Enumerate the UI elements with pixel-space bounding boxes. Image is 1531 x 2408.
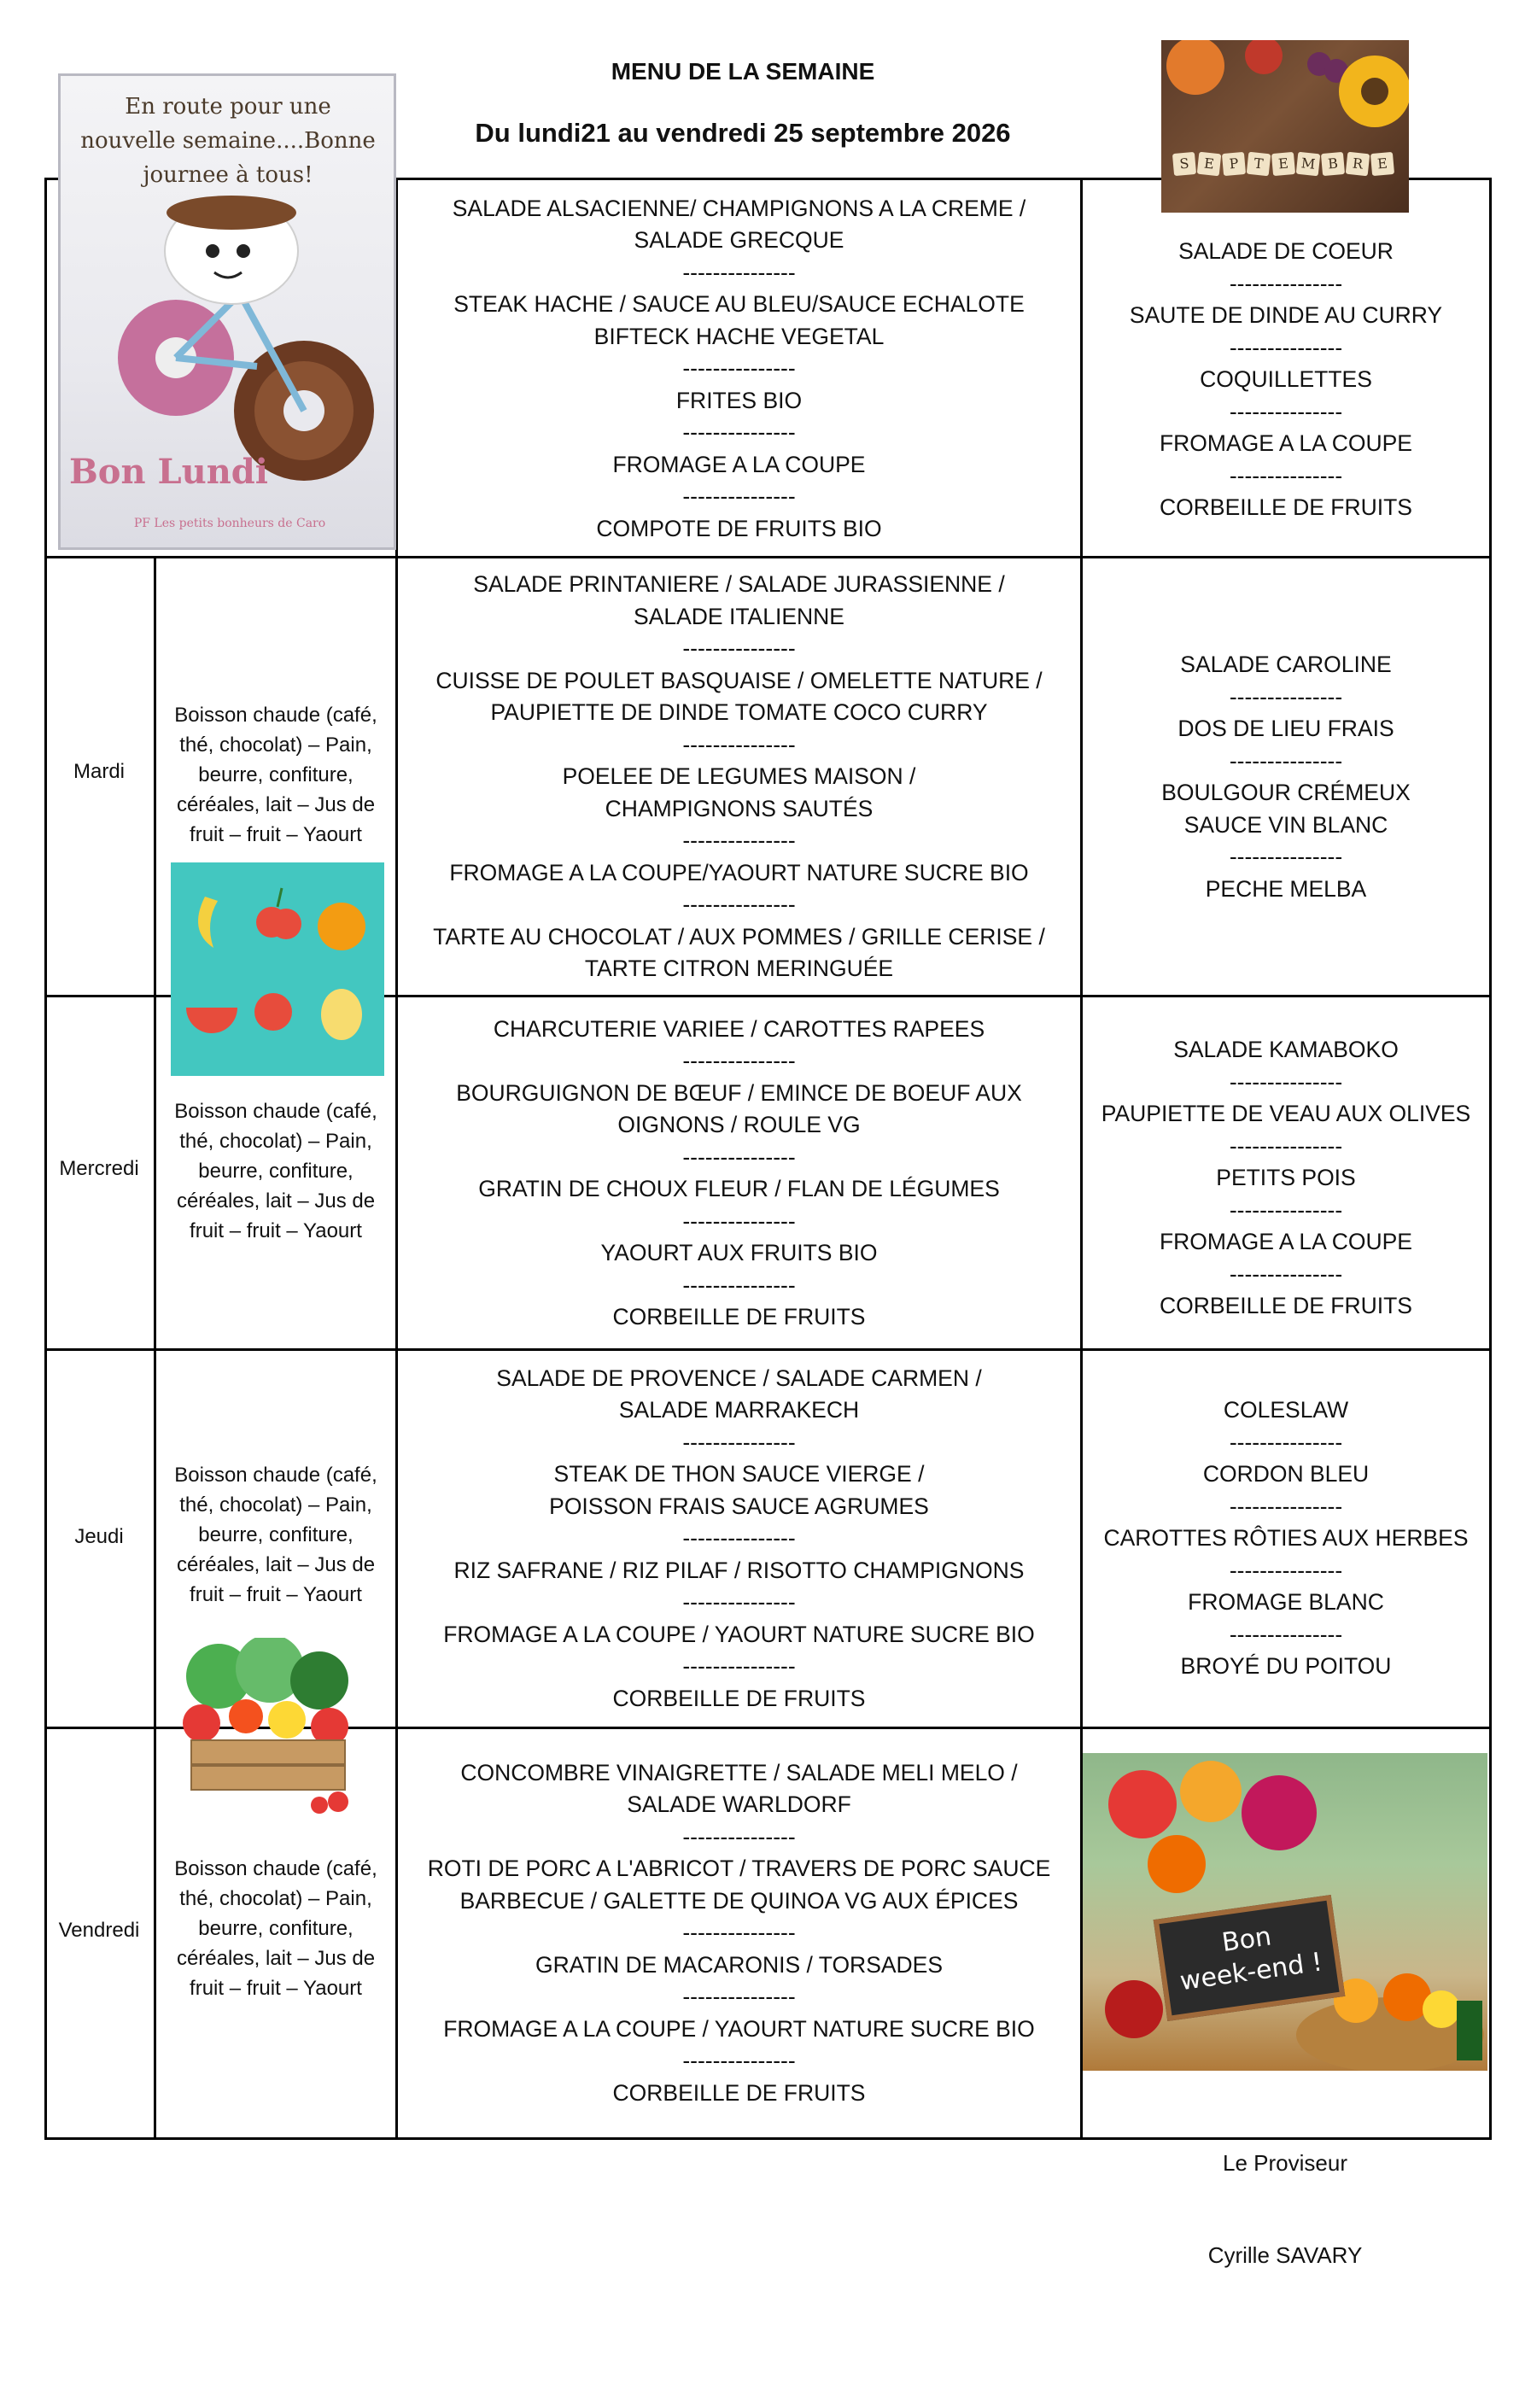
menu-line: PAUPIETTE DE DINDE TOMATE COCO CURRY bbox=[490, 699, 988, 726]
menu-line: FROMAGE A LA COUPE / YAOURT NATURE SUCRE BIO bbox=[443, 1621, 1035, 1647]
menu-line: GRATIN DE MACARONIS / TORSADES bbox=[535, 1951, 944, 1978]
course-separator: --------------- bbox=[682, 1984, 796, 2010]
september-letters bbox=[1173, 153, 1394, 175]
menu-line: FROMAGE BLANC bbox=[1188, 1589, 1384, 1616]
course-separator: --------------- bbox=[682, 635, 796, 662]
menu-line: beurre, confiture, bbox=[198, 1917, 354, 1940]
menu-line: CORBEILLE DE FRUITS bbox=[1160, 1293, 1412, 1319]
menu-line: Boisson chaude (café, bbox=[174, 704, 377, 727]
course-separator: --------------- bbox=[1229, 1132, 1343, 1159]
menu-line: SALADE ITALIENNE bbox=[634, 603, 844, 629]
letter-tile: E bbox=[1271, 152, 1295, 176]
menu-line: COLESLAW bbox=[1223, 1397, 1349, 1423]
lunch-cell bbox=[398, 1353, 1080, 1725]
menu-line: céréales, lait – Jus de bbox=[176, 1553, 376, 1576]
menu-line: CORBEILLE DE FRUITS bbox=[1160, 494, 1412, 521]
course-separator: --------------- bbox=[682, 419, 796, 446]
col-border bbox=[154, 556, 156, 2140]
menu-line: GRATIN DE CHOUX FLEUR / FLAN DE LÉGUMES bbox=[478, 1176, 1000, 1201]
course-separator: --------------- bbox=[682, 1429, 796, 1455]
menu-line: Boisson chaude (café, bbox=[174, 1464, 377, 1487]
menu-line: SAUCE VIN BLANC bbox=[1183, 811, 1388, 838]
letter-tile: E bbox=[1370, 152, 1394, 176]
course-separator: --------------- bbox=[1229, 1557, 1343, 1583]
letter-tile: E bbox=[1197, 152, 1222, 177]
september-image bbox=[1161, 40, 1409, 213]
menu-line: RIZ SAFRANE / RIZ PILAF / RISOTTO CHAMPIGNONS bbox=[453, 1557, 1025, 1583]
menu-line: PECHE MELBA bbox=[1205, 875, 1367, 902]
menu-line: CORBEILLE DE FRUITS bbox=[612, 1685, 866, 1711]
course-separator: --------------- bbox=[682, 2048, 796, 2074]
course-separator: --------------- bbox=[682, 1525, 796, 1552]
breakfast-cell bbox=[161, 1854, 391, 2003]
day-label: Mercredi bbox=[59, 1157, 139, 1180]
letter-tile: T bbox=[1247, 152, 1271, 177]
day-label: Vendredi bbox=[58, 1919, 140, 1942]
course-separator: --------------- bbox=[1229, 398, 1343, 424]
course-separator: --------------- bbox=[1229, 462, 1343, 488]
menu-line: CORBEILLE DE FRUITS bbox=[612, 2079, 866, 2106]
menu-line: PAUPIETTE DE VEAU AUX OLIVES bbox=[1101, 1101, 1471, 1127]
course-separator: --------------- bbox=[1229, 1196, 1343, 1223]
menu-line: beurre, confiture, bbox=[198, 1523, 354, 1546]
menu-line: FROMAGE A LA COUPE/YAOURT NATURE SUCRE BIO bbox=[449, 859, 1029, 885]
menu-line: SALADE MARRAKECH bbox=[618, 1397, 860, 1423]
menu-line: fruit – fruit – Yaourt bbox=[190, 1977, 362, 2000]
col-border-right bbox=[1489, 178, 1492, 2140]
menu-line: SAUTE DE DINDE AU CURRY bbox=[1129, 302, 1443, 329]
course-separator: --------------- bbox=[1229, 334, 1343, 360]
menu-line: BOULGOUR CRÉMEUX bbox=[1161, 780, 1411, 805]
letter-tile: R bbox=[1346, 152, 1370, 177]
vegetable-crate-image bbox=[167, 1638, 367, 1817]
menu-line: SALADE ALSACIENNE/ CHAMPIGNONS A LA CREME / bbox=[452, 195, 1026, 221]
course-separator: --------------- bbox=[682, 259, 796, 285]
course-separator: --------------- bbox=[682, 1920, 796, 1946]
menu-line: thé, chocolat) – Pain, bbox=[179, 1887, 372, 1910]
sign-line: week-end ! bbox=[1177, 1947, 1324, 1997]
menu-line: fruit – fruit – Yaourt bbox=[190, 1583, 362, 1606]
menu-line: SALADE DE COEUR bbox=[1178, 238, 1394, 265]
course-separator: --------------- bbox=[682, 827, 796, 854]
breakfast-cell bbox=[161, 1096, 391, 1246]
row-border-bottom bbox=[44, 2137, 1492, 2140]
menu-line: FROMAGE A LA COUPE bbox=[612, 451, 866, 477]
lunch-cell bbox=[398, 183, 1080, 555]
bon-weekend-image bbox=[1083, 1753, 1487, 2071]
menu-line: POISSON FRAIS SAUCE AGRUMES bbox=[549, 1493, 929, 1519]
letter-tile: S bbox=[1172, 152, 1196, 176]
course-separator: --------------- bbox=[682, 1048, 796, 1073]
menu-line: CAROTTES RÔTIES AUX HERBES bbox=[1103, 1525, 1469, 1552]
signature-name: Cyrille SAVARY bbox=[1207, 2242, 1363, 2268]
menu-line: CONCOMBRE VINAIGRETTE / SALADE MELI MELO / bbox=[460, 1759, 1018, 1786]
menu-line: beurre, confiture, bbox=[198, 763, 354, 786]
dinner-cell bbox=[1083, 560, 1489, 994]
monday-poster-image bbox=[58, 73, 396, 550]
course-separator: --------------- bbox=[682, 1271, 796, 1298]
fruit-characters-image bbox=[171, 862, 384, 1076]
menu-line: FROMAGE A LA COUPE bbox=[1159, 1229, 1412, 1255]
autumn-decor bbox=[1161, 40, 1409, 213]
menu-line: thé, chocolat) – Pain, bbox=[179, 1493, 372, 1517]
menu-line: FROMAGE A LA COUPE / YAOURT NATURE SUCRE BIO bbox=[443, 2015, 1035, 2042]
breakfast-cell bbox=[161, 700, 391, 850]
menu-line: ROTI DE PORC A L'ABRICOT / TRAVERS DE PORC SAUCE bbox=[427, 1856, 1051, 1882]
day-label: Jeudi bbox=[74, 1525, 124, 1548]
poster-caption: En route pour une nouvelle semaine....Bonne journee à tous! bbox=[80, 94, 376, 188]
menu-line: TARTE AU CHOCOLAT / AUX POMMES / GRILLE CERISE / bbox=[433, 923, 1045, 950]
menu-line: BROYÉ DU POITOU bbox=[1180, 1653, 1392, 1680]
menu-line: STEAK DE THON SAUCE VIERGE / bbox=[553, 1461, 925, 1487]
lunch-cell bbox=[398, 999, 1080, 1347]
course-separator: --------------- bbox=[682, 1653, 796, 1680]
menu-line: SALADE PRINTANIERE / SALADE JURASSIENNE / bbox=[473, 571, 1005, 598]
menu-line: FRITES BIO bbox=[675, 387, 803, 413]
menu-line: beurre, confiture, bbox=[198, 1160, 354, 1183]
course-separator: --------------- bbox=[682, 891, 796, 918]
menu-line: CHAMPIGNONS SAUTÉS bbox=[605, 795, 874, 821]
lunch-cell bbox=[398, 1747, 1080, 2119]
menu-line: OIGNONS / ROULE VG bbox=[617, 1112, 861, 1137]
menu-line: SALADE WARLDORF bbox=[627, 1791, 851, 1818]
menu-line: BARBECUE / GALETTE DE QUINOA VG AUX ÉPICES bbox=[459, 1887, 1019, 1914]
menu-line: BOURGUIGNON DE BŒUF / EMINCE DE BOEUF AUX bbox=[456, 1079, 1022, 1106]
menu-line: STEAK HACHE / SAUCE AU BLEU/SAUCE ECHALOTE bbox=[453, 291, 1025, 318]
course-separator: --------------- bbox=[682, 1589, 796, 1616]
menu-line: BIFTECK HACHE VEGETAL bbox=[593, 323, 885, 349]
menu-line: CORBEILLE DE FRUITS bbox=[612, 1304, 866, 1330]
course-separator: --------------- bbox=[1229, 270, 1343, 296]
menu-line: SALADE KAMABOKO bbox=[1173, 1037, 1399, 1063]
dinner-cell bbox=[1083, 1353, 1489, 1725]
menu-line: CORDON BLEU bbox=[1202, 1461, 1370, 1487]
course-separator: --------------- bbox=[682, 1143, 796, 1170]
menu-line: Boisson chaude (café, bbox=[174, 1857, 377, 1880]
sign-line: Bon bbox=[1219, 1921, 1274, 1959]
menu-line: TARTE CITRON MERINGUÉE bbox=[584, 956, 894, 982]
course-separator: --------------- bbox=[1229, 1260, 1343, 1287]
menu-line: SALADE DE PROVENCE / SALADE CARMEN / bbox=[496, 1365, 982, 1391]
menu-line: DOS DE LIEU FRAIS bbox=[1177, 716, 1394, 741]
letter-tile: M bbox=[1296, 152, 1321, 177]
lunch-cell bbox=[398, 560, 1080, 994]
letter-tile: P bbox=[1222, 152, 1246, 176]
menu-line: fruit – fruit – Yaourt bbox=[190, 823, 362, 846]
menu-line: céréales, lait – Jus de bbox=[176, 1189, 376, 1213]
course-separator: --------------- bbox=[1229, 683, 1343, 710]
menu-line: CUISSE DE POULET BASQUAISE / OMELETTE NATURE / bbox=[435, 667, 1043, 693]
menu-line: COMPOTE DE FRUITS BIO bbox=[596, 515, 882, 541]
course-separator: --------------- bbox=[1229, 844, 1343, 869]
menu-line: céréales, lait – Jus de bbox=[176, 1947, 376, 1970]
menu-line: fruit – fruit – Yaourt bbox=[190, 1219, 362, 1242]
course-separator: --------------- bbox=[682, 1823, 796, 1850]
course-separator: --------------- bbox=[1229, 1493, 1343, 1519]
poster-title: Bon Lundi bbox=[69, 452, 268, 492]
menu-line: céréales, lait – Jus de bbox=[176, 793, 376, 816]
dinner-cell bbox=[1083, 1004, 1489, 1353]
course-separator: --------------- bbox=[682, 483, 796, 510]
menu-line: SALADE CAROLINE bbox=[1180, 652, 1392, 677]
letter-tile: B bbox=[1321, 152, 1345, 176]
menu-line: PETITS POIS bbox=[1216, 1165, 1356, 1191]
course-separator: --------------- bbox=[682, 1207, 796, 1234]
row-border bbox=[44, 556, 1492, 558]
menu-line: YAOURT AUX FRUITS BIO bbox=[600, 1240, 878, 1265]
course-separator: --------------- bbox=[682, 355, 796, 382]
menu-line: COQUILLETTES bbox=[1200, 366, 1372, 393]
poster-credit: PF Les petits bonheurs de Caro bbox=[133, 517, 326, 530]
course-separator: --------------- bbox=[682, 731, 796, 757]
day-label: Mardi bbox=[73, 760, 125, 783]
dinner-cell bbox=[1083, 213, 1489, 546]
signature-role: Le Proviseur bbox=[1223, 2150, 1347, 2176]
page-subtitle: Du lundi21 au vendredi 25 septembre 2026 bbox=[475, 118, 1011, 148]
course-separator: --------------- bbox=[1229, 747, 1343, 774]
menu-line: FROMAGE A LA COUPE bbox=[1159, 430, 1412, 457]
course-separator: --------------- bbox=[1229, 1068, 1343, 1095]
menu-line: POELEE DE LEGUMES MAISON / bbox=[562, 763, 916, 790]
menu-line: thé, chocolat) – Pain, bbox=[179, 734, 372, 757]
menu-line: SALADE GRECQUE bbox=[634, 227, 844, 254]
course-separator: --------------- bbox=[1229, 1429, 1343, 1455]
menu-line: CHARCUTERIE VARIEE / CAROTTES RAPEES bbox=[493, 1015, 985, 1042]
page-title: MENU DE LA SEMAINE bbox=[611, 58, 875, 85]
menu-line: Boisson chaude (café, bbox=[174, 1100, 377, 1123]
menu-line: thé, chocolat) – Pain, bbox=[179, 1130, 372, 1153]
breakfast-cell bbox=[161, 1460, 391, 1610]
course-separator: --------------- bbox=[1229, 1621, 1343, 1647]
